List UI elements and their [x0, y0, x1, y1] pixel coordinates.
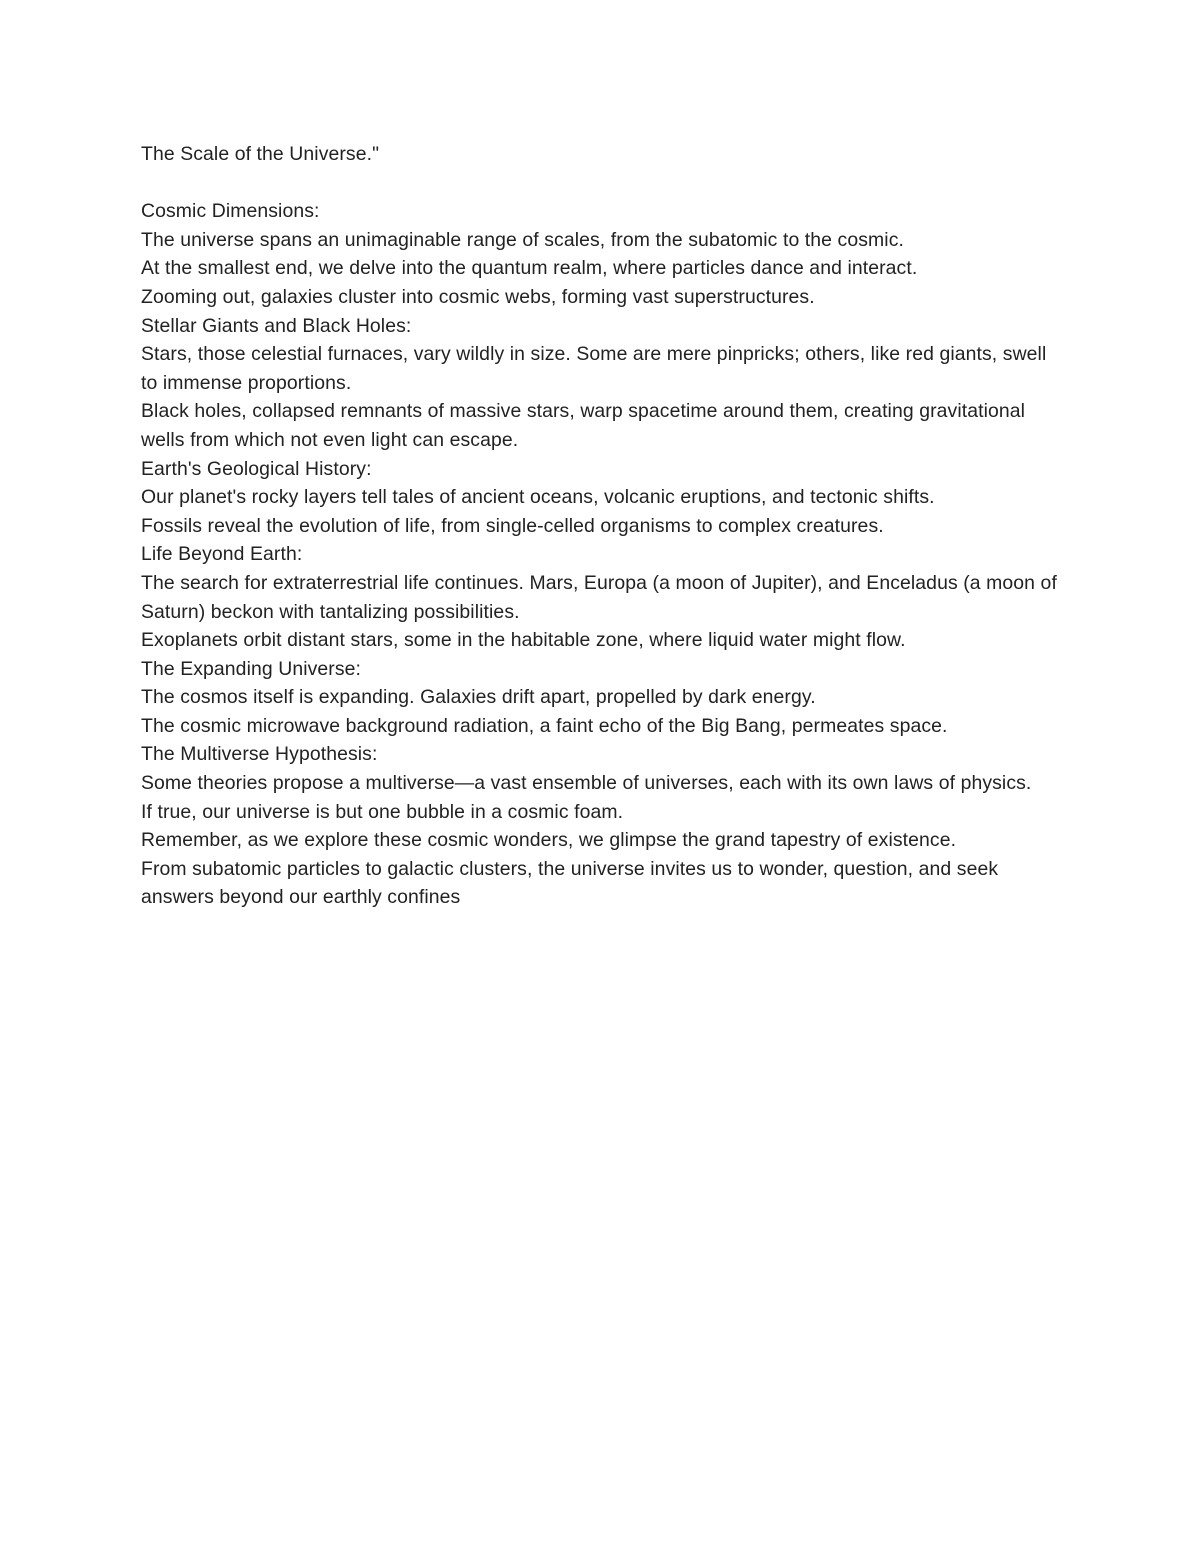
paragraph-line: Black holes, collapsed remnants of massive stars, warp spacetime around them, creating gravitational wells from which not even light can escape. [141, 400, 1026, 451]
blank-line [141, 169, 1061, 198]
paragraph-line: From subatomic particles to galactic clusters, the universe invites us to wonder, question, and seek answers beyond our earthly confines [141, 857, 999, 909]
document-title: The Scale of the Universe." [141, 143, 380, 165]
section-heading-cosmic-dimensions: Cosmic Dimensions: [141, 200, 320, 223]
paragraph-line: Remember, as we explore these cosmic wonders, we glimpse the grand tapestry of existence. [141, 829, 957, 852]
paragraph-line: The universe spans an unimaginable range of scales, from the subatomic to the cosmic. [141, 228, 904, 251]
paragraph-line: Our planet's rocky layers tell tales of ancient oceans, volcanic eruptions, and tectonic shifts. [141, 486, 935, 509]
section-heading-geological-history: Earth's Geological History: [141, 457, 372, 480]
paragraph-line: The search for extraterrestrial life continues. Mars, Europa (a moon of Jupiter), and Enceladus (a moon of Saturn) beckon with tantalizing possibilities. [141, 571, 1057, 623]
paragraph-line: Exoplanets orbit distant stars, some in the habitable zone, where liquid water might flow. [141, 629, 906, 652]
paragraph-line: Zooming out, galaxies cluster into cosmic webs, forming vast superstructures. [141, 285, 815, 308]
paragraph-line: Fossils reveal the evolution of life, from single-celled organisms to complex creatures. [141, 514, 884, 537]
document-body [141, 140, 1061, 912]
section-heading-stellar-giants: Stellar Giants and Black Holes: [141, 314, 412, 337]
paragraph-line: The cosmic microwave background radiation, a faint echo of the Big Bang, permeates space. [141, 714, 948, 737]
paragraph-line: At the smallest end, we delve into the quantum realm, where particles dance and interact. [141, 257, 918, 280]
paragraph-line: Stars, those celestial furnaces, vary wildly in size. Some are mere pinpricks; others, like red giants, swell to immense proportions. [141, 343, 1047, 394]
paragraph-line: Some theories propose a multiverse—a vast ensemble of universes, each with its own laws of physics. [141, 772, 1032, 795]
paragraph-line: The cosmos itself is expanding. Galaxies drift apart, propelled by dark energy. [141, 686, 816, 709]
section-heading-expanding-universe: The Expanding Universe: [141, 657, 362, 680]
section-heading-multiverse: The Multiverse Hypothesis: [141, 743, 378, 766]
paragraph-line: If true, our universe is but one bubble in a cosmic foam. [141, 800, 624, 823]
section-heading-life-beyond-earth: Life Beyond Earth: [141, 543, 303, 566]
